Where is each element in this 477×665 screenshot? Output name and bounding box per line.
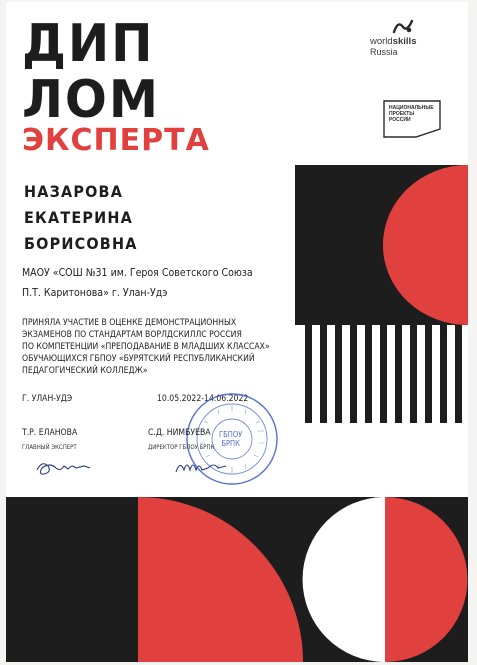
description-line: ОБУЧАЮЩИХСЯ ГБПОУ «БУРЯТСКИЙ РЕСПУБЛИКАНСКИЙ xyxy=(22,354,255,364)
worldskills-icon xyxy=(392,18,414,36)
description-line: ПРИНЯЛА УЧАСТИЕ В ОЦЕНКЕ ДЕМОНСТРАЦИОННЫХ xyxy=(22,318,237,328)
description-line: ПО КОМПЕТЕНЦИИ «ПРЕПОДАВАНИЕ В МЛАДШИХ КЛАССАХ» xyxy=(22,342,270,352)
right-signature-icon xyxy=(174,454,234,480)
right-signatory-role: ДИРЕКТОР ГБПОУ БРПК xyxy=(148,444,215,451)
description-block xyxy=(22,317,292,377)
dates-label: 10.05.2022-14.06.2022 xyxy=(157,394,249,404)
left-signatory-role: ГЛАВНЫЙ ЭКСПЕРТ xyxy=(22,444,77,451)
organization-line-2: П.Т. Каритонова» г. Улан-Удэ xyxy=(22,287,168,299)
description-line: ЭКЗАМЕНОВ ПО СТАНДАРТАМ ВОРЛДСКИЛЛС РОССИЯ xyxy=(22,330,242,340)
left-signatory-name: Т.Р. ЕЛАНОВА xyxy=(22,428,78,438)
badge-line-1: НАЦИОНАЛЬНЫЕ xyxy=(389,105,434,111)
decor-top-block xyxy=(295,165,468,325)
city-label: Г. УЛАН-УДЭ xyxy=(22,394,73,404)
logo-region: Russia xyxy=(370,47,398,57)
right-signatory-name: С.Д. НИМБУЕВА xyxy=(148,428,211,438)
worldskills-logo xyxy=(370,18,440,57)
stamp-center-line-2: БРПК xyxy=(221,439,240,448)
recipient-last-name: НАЗАРОВА xyxy=(24,182,124,201)
logo-bold: skills xyxy=(392,36,417,47)
recipient-first-name: ЕКАТЕРИНА xyxy=(24,208,133,227)
description-line: ПЕДАГОГИЧЕСКИЙ КОЛЛЕДЖ» xyxy=(22,366,148,376)
stamp-center-text xyxy=(219,430,242,448)
decor-bottom-panel xyxy=(6,497,468,662)
title-line-3: ЭКСПЕРТА xyxy=(22,123,210,158)
badge-line-3: РОССИИ xyxy=(389,117,411,123)
badge-line-2: ПРОЕКТЫ xyxy=(389,111,415,117)
national-projects-badge xyxy=(382,99,442,139)
organization-line-1: МАОУ «СОШ №31 им. Героя Советского Союза xyxy=(22,267,253,279)
stamp-center-line-1: ГБПОУ xyxy=(219,430,243,439)
logo-prefix: world xyxy=(370,36,393,47)
title-line-1: ДИП xyxy=(22,14,155,74)
diploma-sheet xyxy=(6,2,468,662)
title-line-2: ЛОМ xyxy=(22,70,160,130)
left-signature-icon xyxy=(34,454,94,480)
decor-stripes xyxy=(295,325,468,423)
recipient-patronymic: БОРИСОВНА xyxy=(24,234,138,253)
